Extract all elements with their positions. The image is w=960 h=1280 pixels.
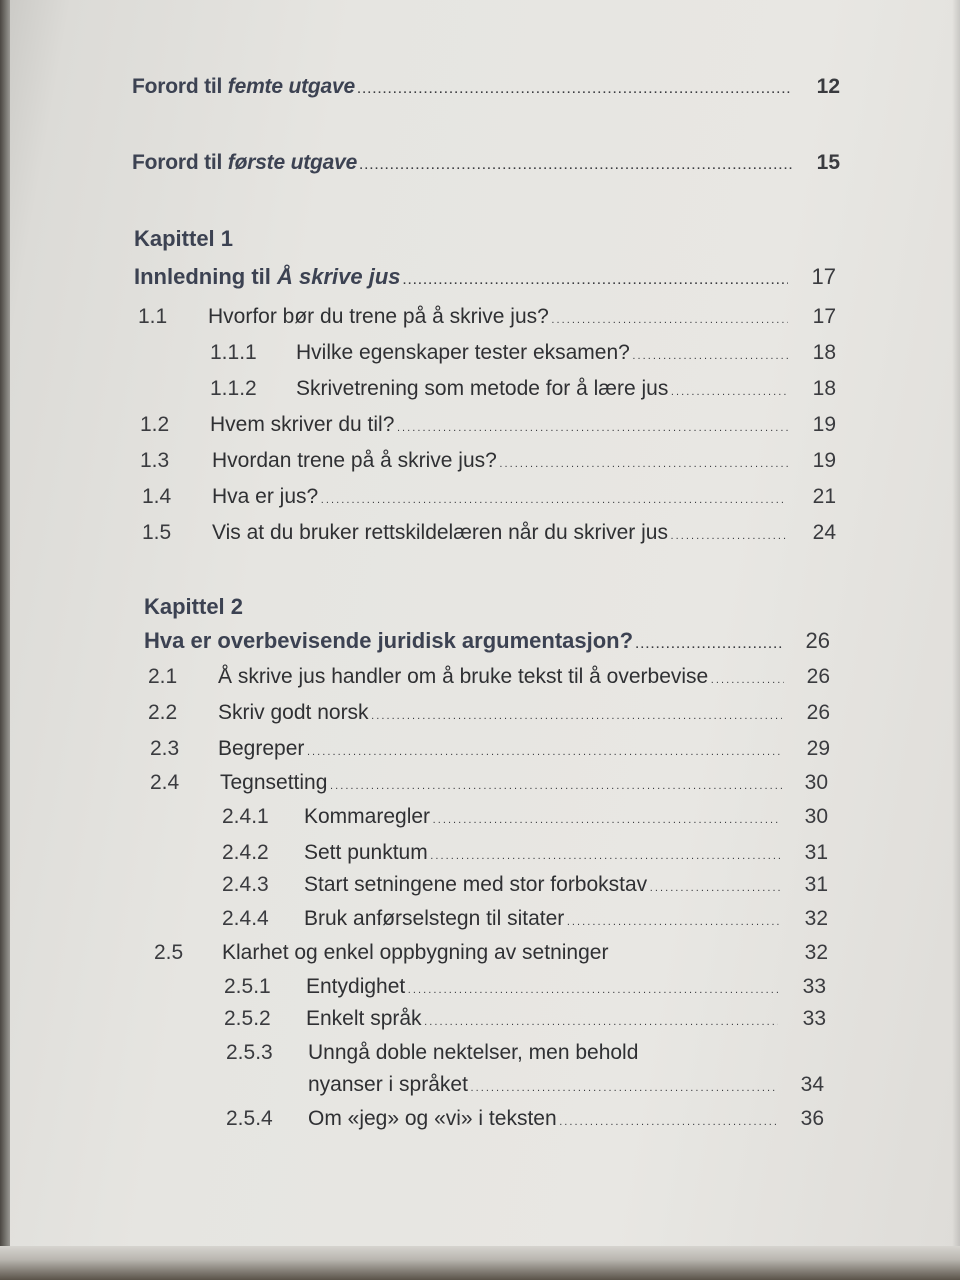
toc-chapter-2-title[interactable]: Hva er overbevisende juridisk argumentasjon? . . . 26	[0, 626, 960, 656]
toc-entry[interactable]: 2.2 Skriv godt norsk . . . 26	[0, 698, 960, 728]
page-number: 24	[812, 521, 836, 544]
section-number: 2.5.1	[224, 975, 271, 998]
page-number: 26	[805, 628, 830, 653]
page-number: 34	[800, 1073, 824, 1096]
toc-chapter-1-title[interactable]: Innledning til Å skrive jus . . . 17	[0, 262, 960, 292]
toc-entry[interactable]: 1.2 Hvem skriver du til? . . . 19	[0, 410, 960, 440]
section-number: 2.4.2	[222, 841, 269, 864]
toc-entry[interactable]: 1.3 Hvordan trene på å skrive jus? . . . 19	[0, 446, 960, 476]
toc-entry[interactable]: 1.1.2 Skrivetrening som metode for å lære jus . . . 18	[0, 374, 960, 404]
toc-entry[interactable]: 2.4.2 Sett punktum . . . 31	[0, 838, 960, 868]
section-number: 1.1.1	[210, 341, 257, 364]
page-number: 21	[812, 485, 836, 508]
page-number: 19	[812, 449, 836, 472]
page-number: 19	[812, 413, 836, 436]
toc-entry[interactable]: 2.3 Begreper . . . 29	[0, 734, 960, 764]
page-number: 12	[816, 75, 840, 98]
section-number: 2.4	[150, 771, 180, 794]
chapter-label: Kapittel 2	[144, 594, 244, 619]
section-number: 2.5.3	[226, 1041, 273, 1064]
page-number: 32	[804, 941, 828, 964]
section-number: 1.1.2	[210, 377, 257, 400]
page-number: 31	[804, 873, 828, 896]
section-number: 2.4.4	[222, 907, 269, 930]
toc-entry[interactable]: 2.4.3 Start setningene med stor forbokstav . . . 31	[0, 870, 960, 900]
toc-entry[interactable]: 1.4 Hva er jus? . . . 21	[0, 482, 960, 512]
toc-entry[interactable]: 2.5.3 Unngå doble nektelser, men behold	[0, 1038, 960, 1068]
page-number: 31	[804, 841, 828, 864]
section-number: 2.5	[154, 941, 184, 964]
section-number: 2.2	[148, 701, 178, 724]
page-number: 17	[812, 305, 836, 328]
toc-entry-continued[interactable]: nyanser i språket . . . 34	[0, 1070, 960, 1100]
page-bottom-edge	[0, 1246, 960, 1280]
section-number: 2.4.3	[222, 873, 269, 896]
page-number: 33	[802, 975, 826, 998]
page-number: 32	[804, 907, 828, 930]
section-number: 1.2	[140, 413, 170, 436]
page-number: 33	[802, 1007, 826, 1030]
section-number: 2.5.4	[226, 1107, 273, 1130]
toc-entry[interactable]: 2.5.1 Entydighet . . . 33	[0, 972, 960, 1002]
toc-entry[interactable]: 2.4 Tegnsetting . . . 30	[0, 768, 960, 798]
section-number: 1.5	[142, 521, 172, 544]
toc-entry[interactable]: 2.1 Å skrive jus handler om å bruke tekst til å overbevise . . . 26	[0, 662, 960, 692]
toc-entry[interactable]: 2.4.4 Bruk anførselstegn til sitater . . . 32	[0, 904, 960, 934]
page-number: 30	[804, 771, 828, 794]
page-number: 18	[812, 377, 836, 400]
section-number: 2.3	[150, 737, 180, 760]
section-number: 2.4.1	[222, 805, 269, 828]
toc-foreword-first[interactable]: Forord til første utgave . . . 15	[0, 148, 960, 178]
toc-entry[interactable]: 2.5.4 Om «jeg» og «vi» i teksten . . . 36	[0, 1104, 960, 1134]
page-number: 26	[806, 701, 830, 724]
toc-entry[interactable]: 2.5 Klarhet og enkel oppbygning av setninger 32	[0, 938, 960, 968]
page-number: 30	[804, 805, 828, 828]
page-number: 29	[806, 737, 830, 760]
toc-foreword-fifth[interactable]: Forord til femte utgave . . . 12	[0, 72, 960, 102]
toc-entry[interactable]: 2.4.1 Kommaregler . . . 30	[0, 802, 960, 832]
page-number: 18	[812, 341, 836, 364]
page-number: 36	[800, 1107, 824, 1130]
chapter-label: Kapittel 1	[134, 226, 234, 251]
page-number: 15	[816, 151, 840, 174]
toc-entry[interactable]: 1.1.1 Hvilke egenskaper tester eksamen? . . . 18	[0, 338, 960, 368]
toc-entry[interactable]: 2.5.2 Enkelt språk . . . 33	[0, 1004, 960, 1034]
section-number: 1.4	[142, 485, 172, 508]
section-number: 2.5.2	[224, 1007, 271, 1030]
toc-entry[interactable]: 1.5 Vis at du bruker rettskildelæren når du skriver jus . . . 24	[0, 518, 960, 548]
section-number: 1.3	[140, 449, 170, 472]
section-number: 1.1	[138, 305, 168, 328]
page-number: 26	[806, 665, 830, 688]
toc-entry[interactable]: 1.1 Hvorfor bør du trene på å skrive jus? . . . 17	[0, 302, 960, 332]
section-number: 2.1	[148, 665, 178, 688]
page-number: 17	[811, 264, 836, 289]
